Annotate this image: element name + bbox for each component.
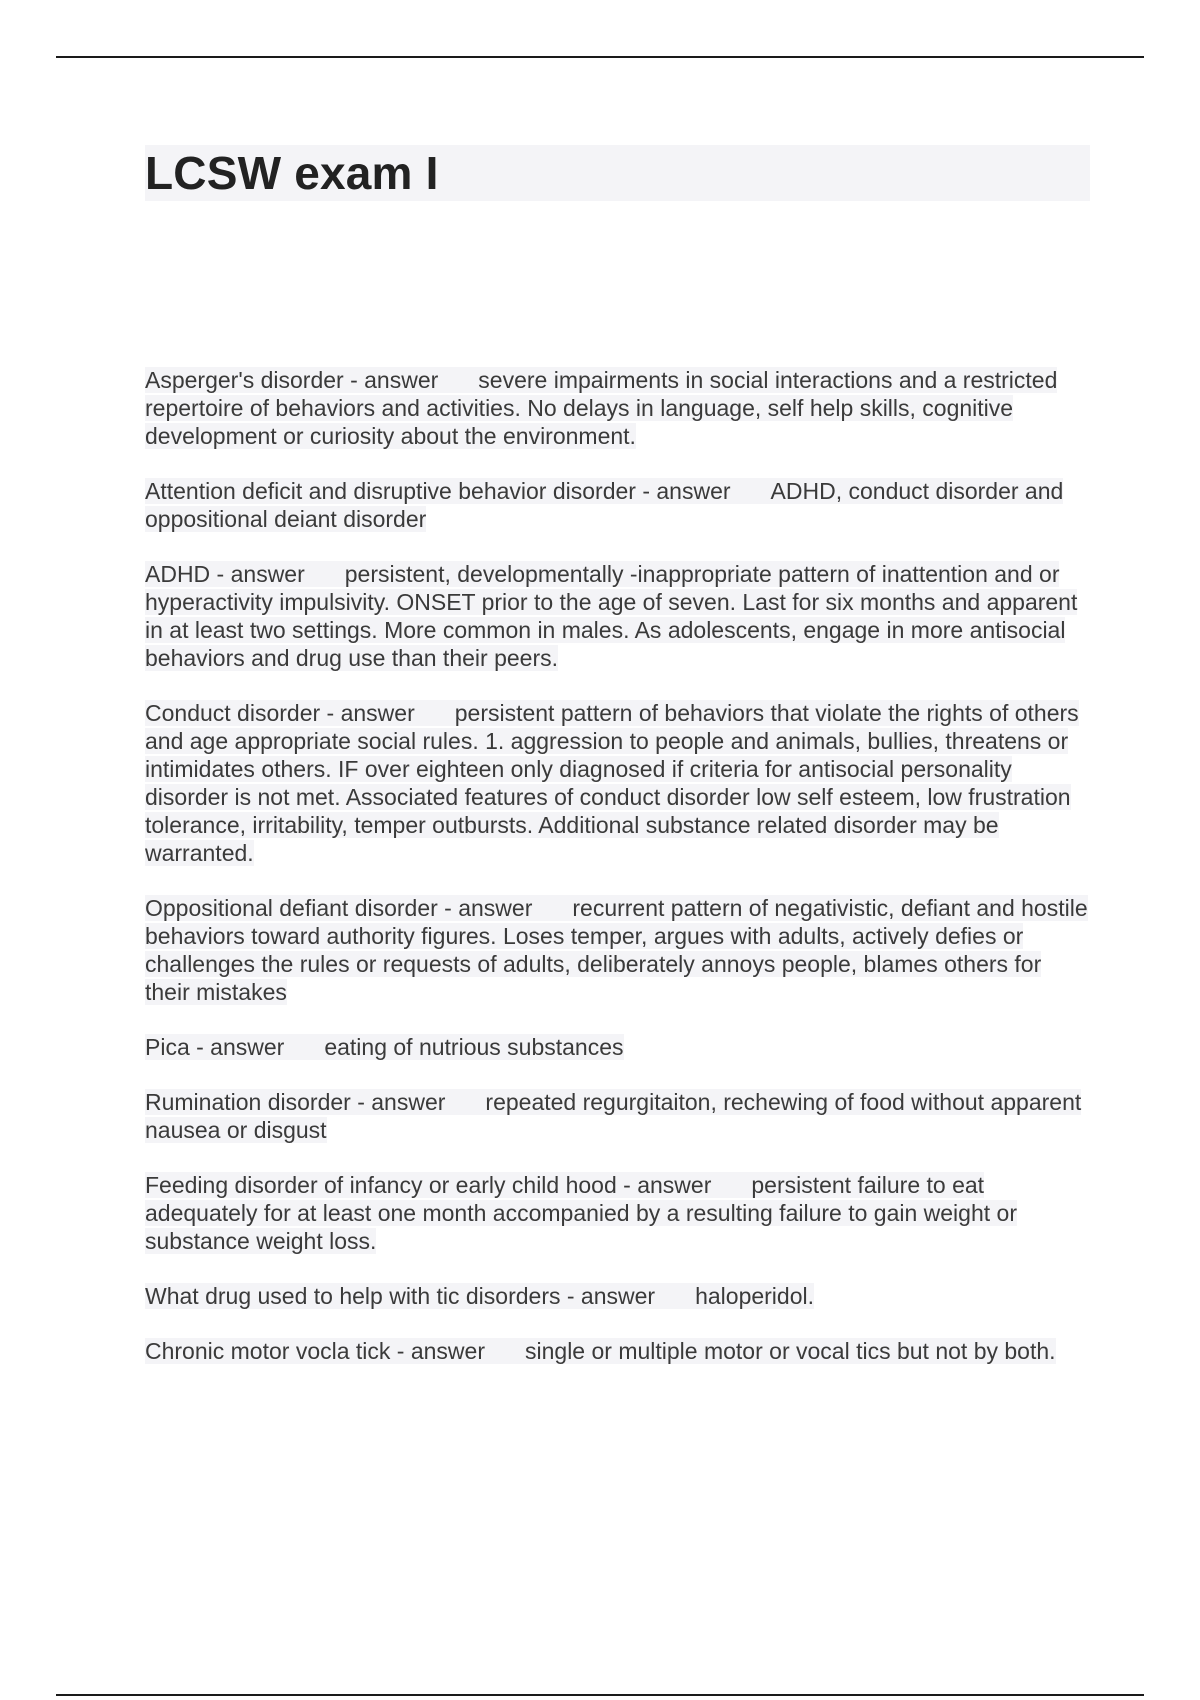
qa-term: Attention deficit and disruptive behavior disorder - answer [145, 478, 731, 504]
qa-definition: persistent pattern of behaviors that violate the rights of others and age appropriate social rules. 1. aggression to people and animals, bullies, threatens or intimidates others. IF over eighteen only diagnosed if criteria for antisocial personality disorder is not met. Associated features of conduct disorder low self esteem, low frustration tolerance, irritability, temper outbursts. Additional substance related disorder may be warranted. [145, 700, 1079, 866]
qa-definition: persistent failure to eat adequately for at least one month accompanied by a resulting failure to gain weight or substance weight loss. [145, 1172, 1017, 1254]
top-divider [56, 56, 1144, 58]
qa-term: Chronic motor vocla tick - answer [145, 1338, 485, 1364]
qa-item [145, 1337, 1090, 1365]
qa-term: Rumination disorder - answer [145, 1089, 446, 1115]
qa-term: Asperger's disorder - answer [145, 367, 439, 393]
qa-definition: ADHD, conduct disorder and oppositional deiant disorder [145, 478, 1064, 532]
qa-item [145, 560, 1090, 672]
qa-definition: persistent, developmentally -inappropriate pattern of inattention and or hyperactivity impulsivity. ONSET prior to the age of seven. Last for six months and apparent in at least two settings. More common in males. As adolescents, engage in more antisocial behaviors and drug use than their peers. [145, 561, 1078, 671]
qa-item [145, 1088, 1090, 1144]
qa-definition: haloperidol. [695, 1283, 814, 1309]
qa-term: Pica - answer [145, 1034, 285, 1060]
qa-term: Oppositional defiant disorder - answer [145, 895, 533, 921]
qa-item [145, 1282, 1090, 1310]
qa-definition: recurrent pattern of negativistic, defiant and hostile behaviors toward authority figures. Loses temper, argues with adults, actively defies or challenges the rules or requests of adults, deliberately annoys people, blames others for their mistakes [145, 895, 1088, 1005]
qa-definition: single or multiple motor or vocal tics but not by both. [525, 1338, 1056, 1364]
qa-item [145, 477, 1090, 533]
qa-definition: severe impairments in social interactions and a restricted repertoire of behaviors and activities. No delays in language, self help skills, cognitive development or curiosity about the environment. [145, 367, 1058, 449]
qa-term: What drug used to help with tic disorders - answer [145, 1283, 656, 1309]
page-title: LCSW exam I [145, 145, 1090, 201]
qa-list [145, 366, 1090, 1392]
qa-term: Conduct disorder - answer [145, 700, 415, 726]
qa-item [145, 1171, 1090, 1255]
bottom-divider [56, 1694, 1144, 1696]
qa-item [145, 366, 1090, 450]
qa-term: ADHD - answer [145, 561, 305, 587]
qa-item [145, 699, 1090, 867]
qa-term: Feeding disorder of infancy or early child hood - answer [145, 1172, 712, 1198]
qa-item [145, 1033, 1090, 1061]
qa-item [145, 894, 1090, 1006]
qa-definition: repeated regurgitaiton, rechewing of food without apparent nausea or disgust [145, 1089, 1082, 1143]
qa-definition: eating of nutrious substances [324, 1034, 624, 1060]
